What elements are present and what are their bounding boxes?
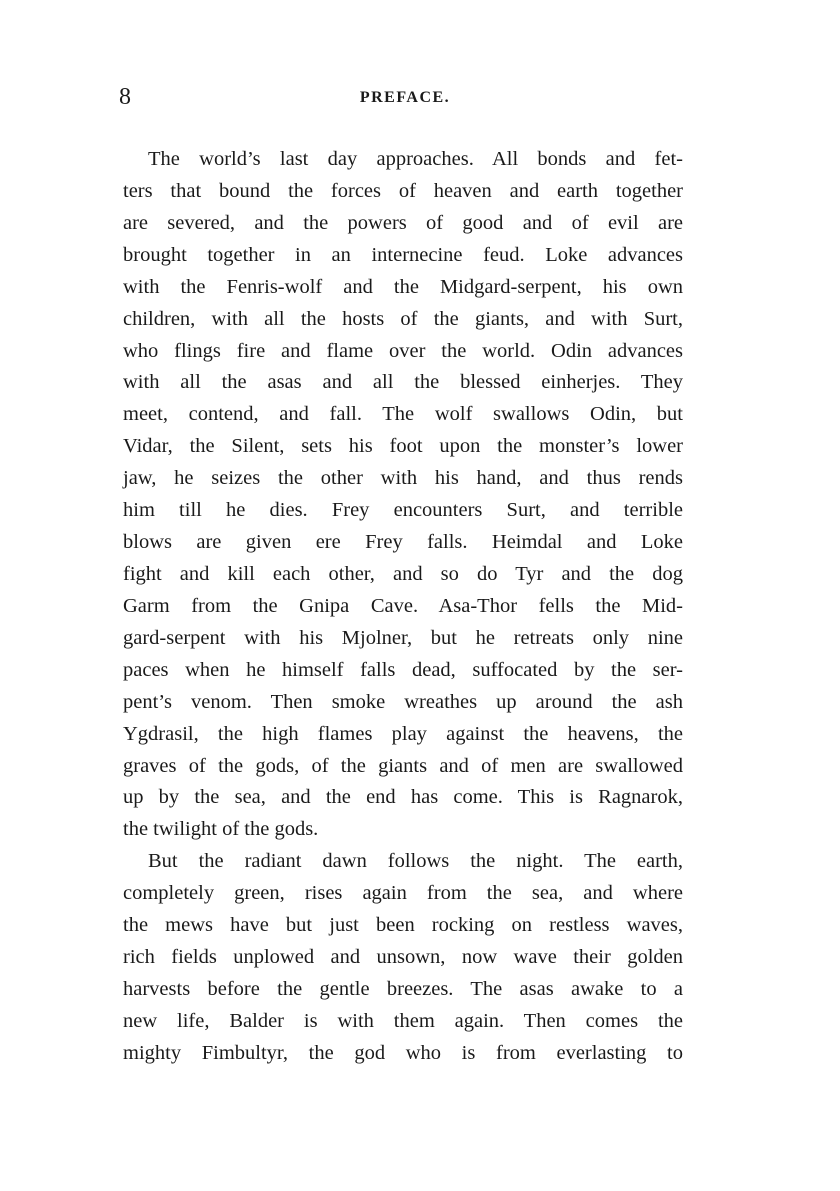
text-line: gard-serpent with his Mjolner, but he retreats only nine xyxy=(123,626,683,649)
page-number: 8 xyxy=(119,84,131,110)
text-line: blows are given ere Frey falls. Heimdal and Loke xyxy=(123,531,683,554)
text-line: the mews have but just been rocking on restless waves, xyxy=(123,914,683,937)
text-line: with all the asas and all the blessed einherjes. They xyxy=(123,371,683,394)
body-text xyxy=(123,144,683,1070)
text-line: Garm from the Gnipa Cave. Asa-Thor fells the Mid- xyxy=(123,594,683,617)
text-line: the twilight of the gods. xyxy=(123,818,319,841)
text-line: rich fields unplowed and unsown, now wave their golden xyxy=(123,946,683,969)
text-line: Ygdrasil, the high flames play against the heavens, the xyxy=(123,722,683,745)
text-line: meet, contend, and fall. The wolf swallows Odin, but xyxy=(123,403,683,426)
text-line: jaw, he seizes the other with his hand, and thus rends xyxy=(123,467,683,490)
text-line: up by the sea, and the end has come. This is Ragnarok, xyxy=(123,786,683,809)
text-line: graves of the gods, of the giants and of men are swallowed xyxy=(123,754,683,777)
text-line: new life, Balder is with them again. Then comes the xyxy=(123,1009,683,1032)
text-line: fight and kill each other, and so do Tyr and the dog xyxy=(123,562,683,585)
text-line: him till he dies. Frey encounters Surt, and terrible xyxy=(123,499,683,522)
text-line: children, with all the hosts of the giants, and with Surt, xyxy=(123,307,683,330)
text-line: harvests before the gentle breezes. The asas awake to a xyxy=(123,977,683,1000)
text-line: pent’s venom. Then smoke wreathes up around the ash xyxy=(123,690,683,713)
text-line: who flings fire and flame over the world. Odin advances xyxy=(123,339,683,362)
text-line: are severed, and the powers of good and of evil are xyxy=(123,211,683,234)
text-line: Vidar, the Silent, sets his foot upon the monster’s lower xyxy=(123,435,683,458)
text-line: But the radiant dawn follows the night. The earth, xyxy=(148,850,683,873)
running-head: PREFACE. xyxy=(359,89,451,106)
text-line: brought together in an internecine feud. Loke advances xyxy=(123,243,683,266)
text-line: completely green, rises again from the sea, and where xyxy=(123,882,683,905)
paragraph xyxy=(123,144,683,846)
text-line: ters that bound the forces of heaven and earth together xyxy=(123,179,683,202)
paragraph xyxy=(123,846,683,1069)
text-line: with the Fenris-wolf and the Midgard-serpent, his own xyxy=(123,275,683,298)
text-line: The world’s last day approaches. All bonds and fet- xyxy=(148,148,683,170)
text-line: paces when he himself falls dead, suffocated by the ser- xyxy=(123,658,683,681)
text-line: mighty Fimbultyr, the god who is from everlasting to xyxy=(123,1041,683,1064)
